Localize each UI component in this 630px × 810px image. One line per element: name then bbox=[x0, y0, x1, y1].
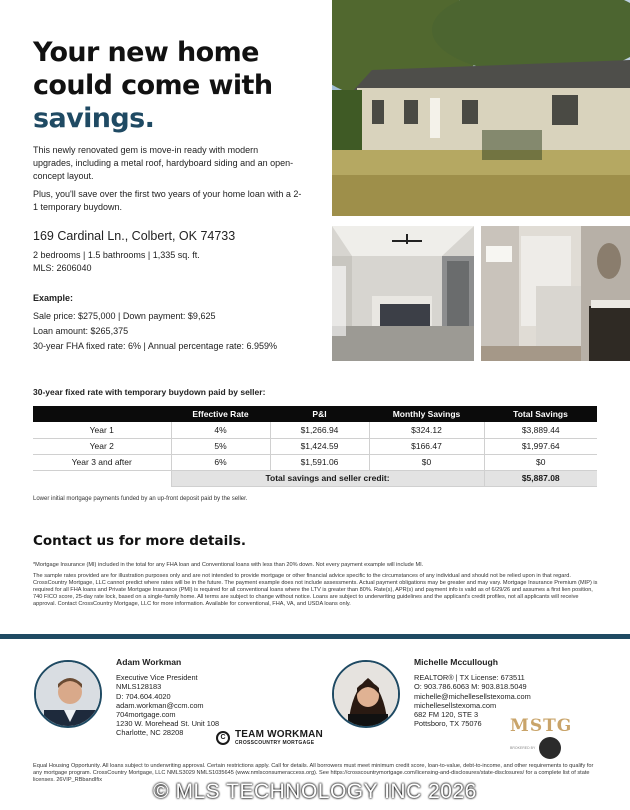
intro-paragraph-2: Plus, you'll save over the first two years of your home loan with a 2-1 temporary buydown. bbox=[33, 189, 302, 212]
headline bbox=[33, 36, 323, 135]
table-header: P&I bbox=[270, 406, 369, 422]
agent-line: O: 903.786.6063 M: 903.818.5049 bbox=[414, 682, 527, 692]
table-cell: $324.12 bbox=[369, 422, 484, 438]
example-heading: Example: bbox=[33, 293, 74, 303]
team-workman-logo bbox=[216, 729, 323, 746]
bathroom-photo bbox=[481, 226, 630, 361]
table-header-row bbox=[33, 406, 597, 422]
mstg-logo-sub: BROKERED BY bbox=[510, 746, 536, 750]
avatar bbox=[332, 660, 400, 728]
table-header: Total Savings bbox=[484, 406, 597, 422]
agent-line: 1230 W. Morehead St. Unit 108 bbox=[116, 719, 220, 729]
total-label: Total savings and seller credit: bbox=[171, 470, 484, 486]
table-cell: $0 bbox=[484, 454, 597, 470]
total-value: $5,887.08 bbox=[484, 470, 597, 486]
table-note: Lower initial mortgage payments funded by an up-front deposit paid by the seller. bbox=[33, 496, 248, 502]
section-divider bbox=[0, 634, 630, 639]
watermark: © MLS TECHNOLOGY INC 2026 bbox=[153, 780, 477, 803]
table-cell: 6% bbox=[171, 454, 270, 470]
table-cell: $1,266.94 bbox=[270, 422, 369, 438]
example-line: 30-year FHA fixed rate: 6% | Annual percentage rate: 6.959% bbox=[33, 341, 277, 351]
agent-line: Charlotte, NC 28208 bbox=[116, 728, 184, 738]
property-address: 169 Cardinal Ln., Colbert, OK 74733 bbox=[33, 229, 236, 243]
agent-adam bbox=[116, 658, 316, 738]
agent-line: Pottsboro, TX 75076 bbox=[414, 719, 482, 729]
mstg-logo-text: MSTG bbox=[510, 716, 573, 736]
brokerage-seal-icon bbox=[539, 737, 561, 759]
bedroom-photo bbox=[332, 226, 474, 361]
agent-email[interactable]: michelle@michellesellstexoma.com bbox=[414, 691, 531, 701]
mstg-logo bbox=[510, 716, 576, 759]
disclaimer-rates: The sample rates provided are for illustration purposes only and are not intended to provide mortgage or other financial advice specific to the circumstances of any individual and should not be relied upon in that regard. CrossCountry Mortgage, LLC cannot predict where rates will be in the future. The payment example does not include assessments. Actual payment obligations may be greater and may vary. Mortgage Insurance Premium (MIP) is required for all FHA loans and Private Mortgage Insurance (PMI) is required for all conventional loans where the LTV is greater than 80%. Rate(s), APR(s) and payment info is valid as of 6/29/26 and assumes a first lien position, 740 FICO score, 25-day rate lock, based on a single-family home. All terms are subject to change without notice. Loans are subject to underwriting guidelines and the applicant's credit profiles, not all applicants will receive approval. Contact CrossCountry Mortgage, LLC for more information. Available for conventional, FHA, VA, and USDA loans only. bbox=[33, 573, 598, 607]
table-cell: 4% bbox=[171, 422, 270, 438]
table-cell: $1,591.06 bbox=[270, 454, 369, 470]
table-cell: $166.47 bbox=[369, 438, 484, 454]
logo-sub-text: CROSSCOUNTRY MORTGAGE bbox=[235, 740, 315, 746]
table-cell-empty bbox=[33, 470, 171, 486]
table-header: Effective Rate bbox=[171, 406, 270, 422]
property-mls: MLS: 2606040 bbox=[33, 263, 92, 273]
table-cell: $1,997.64 bbox=[484, 438, 597, 454]
example-line: Sale price: $275,000 | Down payment: $9,625 bbox=[33, 311, 216, 321]
table-cell: 5% bbox=[171, 438, 270, 454]
table-title: 30-year fixed rate with temporary buydown paid by seller: bbox=[33, 387, 266, 397]
table-header: Monthly Savings bbox=[369, 406, 484, 422]
headline-line2: could come with bbox=[33, 70, 273, 101]
table-total-row bbox=[33, 470, 597, 486]
contact-heading: Contact us for more details. bbox=[33, 533, 247, 549]
table-cell: Year 2 bbox=[33, 438, 171, 454]
logo-main-text: TEAM WORKMAN bbox=[235, 729, 323, 740]
table-header bbox=[33, 406, 171, 422]
table-row bbox=[33, 438, 597, 454]
table-cell: Year 1 bbox=[33, 422, 171, 438]
table-row bbox=[33, 454, 597, 470]
agent-name: Adam Workman bbox=[116, 657, 182, 667]
table-cell: $0 bbox=[369, 454, 484, 470]
agent-line: Executive Vice President bbox=[116, 673, 198, 683]
table-cell: Year 3 and after bbox=[33, 454, 171, 470]
headline-line1: Your new home bbox=[33, 37, 259, 68]
disclaimer-mi: *Mortgage Insurance (MI) included in the total for any FHA loan and Conventional loans with less than 20% down. Not every payment example will include MI. bbox=[33, 562, 424, 568]
agent-line: NMLS128183 bbox=[116, 682, 162, 692]
table-row bbox=[33, 422, 597, 438]
agent-line: D: 704.604.4020 bbox=[116, 691, 171, 701]
property-details: 2 bedrooms | 1.5 bathrooms | 1,335 sq. ft. bbox=[33, 250, 200, 260]
intro-paragraph-1: This newly renovated gem is move-in ready with modern upgrades, including a metal roof, hardyboard siding and an open-concept layout. bbox=[33, 145, 294, 181]
savings-table bbox=[33, 406, 597, 487]
house-exterior-photo bbox=[332, 0, 630, 216]
agent-email[interactable]: adam.workman@ccm.com bbox=[116, 700, 204, 710]
avatar bbox=[34, 660, 102, 728]
agent-website[interactable]: michellesellstexoma.com bbox=[414, 700, 497, 710]
cc-logo-icon: C bbox=[216, 731, 230, 745]
agent-line: 682 FM 120, STE 3 bbox=[414, 710, 479, 720]
agent-name: Michelle Mccullough bbox=[414, 657, 499, 667]
agent-website[interactable]: 704mortgage.com bbox=[116, 710, 176, 720]
table-cell: $3,889.44 bbox=[484, 422, 597, 438]
example-lines bbox=[33, 309, 277, 354]
table-cell: $1,424.59 bbox=[270, 438, 369, 454]
footer-disclaimer: Equal Housing Opportunity. All loans subject to underwriting approval. Certain restrictions apply. Call for details. All borrowers must meet minimum credit score, loan-to-value, debt-to-income, and other requirements to qualify for any mortgage program. CrossCountry Mortgage, LLC NMLS3029 NMLS1035645 (www.nmlsconsumeraccess.org). See https://crosscountrymortgage.com/licensing-and-disclosures/state-disclosures/ for a complete list of state licenses. 26VIP_RBbandIfix bbox=[33, 763, 594, 783]
headline-accent: savings. bbox=[33, 103, 155, 134]
example-line: Loan amount: $265,375 bbox=[33, 326, 129, 336]
agent-line: REALTOR® | TX License: 673511 bbox=[414, 673, 525, 683]
